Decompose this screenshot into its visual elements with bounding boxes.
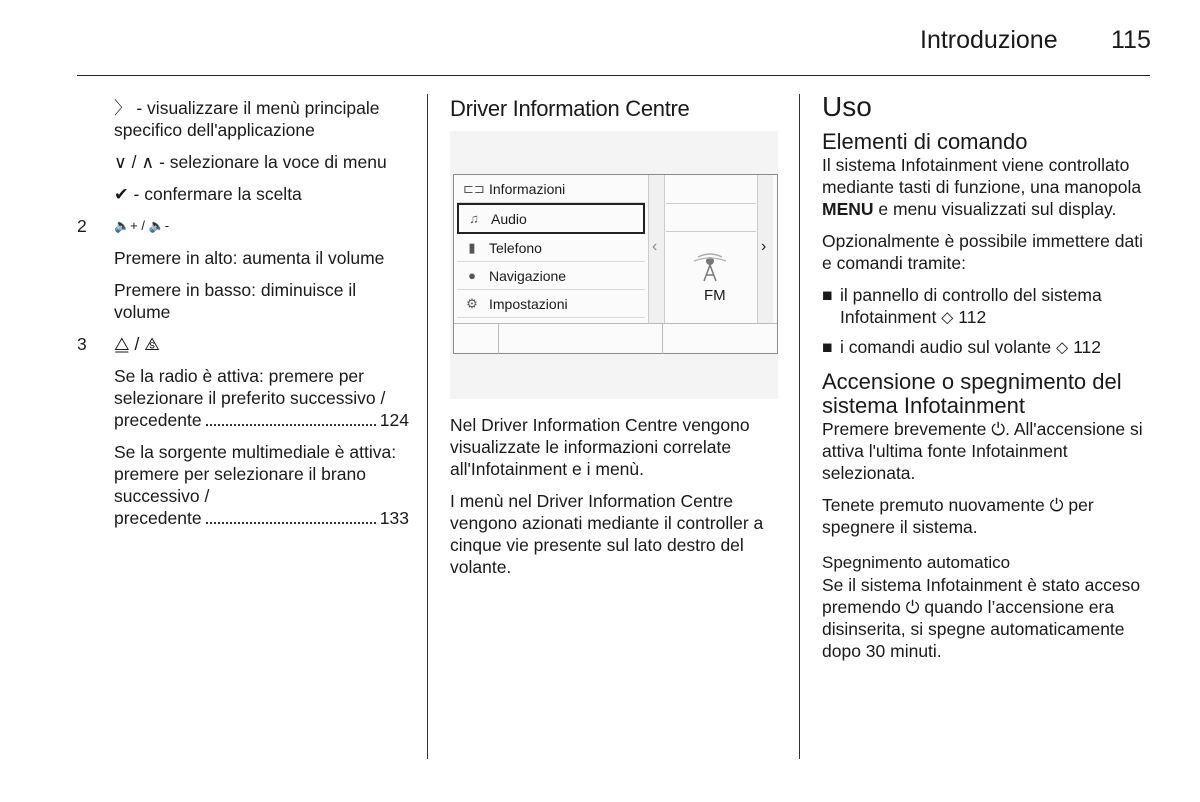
menu-item-impostazioni[interactable] — [457, 290, 645, 318]
dic-paragraph-2: I menù nel Driver Information Centre vengono azionati mediante il controller a cinque vie presente sul lato destro del volante. — [450, 491, 764, 577]
menu-keyword: MENU — [822, 199, 874, 219]
band-label: FM — [704, 287, 726, 304]
list-item-text: il pannello di controllo del sistema Infotainment ⬦ 112 — [840, 285, 1102, 327]
dic-screen-illustration — [450, 131, 778, 399]
confirm-text: ✔ - confermare la scelta — [114, 184, 302, 204]
subsection-heading: Accensione o spegnimento del sistema Infotainment — [822, 369, 1122, 418]
dic-text — [450, 414, 780, 588]
column-divider — [427, 94, 428, 759]
power-paragraph-1: Premere brevemente ⏻. All'accensione si attiva l'ultima fonte Infotainment selezionata. — [822, 419, 1143, 483]
radio-paragraph — [114, 365, 409, 431]
minor-heading: Spegnimento automatico — [822, 553, 1011, 572]
menu-item-informazioni[interactable] — [457, 175, 645, 203]
list-item — [822, 336, 1152, 358]
radio-text: Se la radio è attiva: premere per selezionare il preferito successivo / — [114, 366, 386, 408]
leader-dots — [206, 522, 376, 524]
settings-icon: ⚙ — [466, 295, 478, 311]
info-slot — [666, 175, 756, 204]
phone-icon: ▮ — [468, 239, 476, 255]
dic-paragraph-1: Nel Driver Information Centre vengono visualizzate le informazioni correlate all'Infotainment e i menù. — [450, 415, 750, 479]
item-number: 3 — [77, 334, 87, 354]
subsection-heading: Elementi di comando — [822, 129, 1028, 154]
controls-paragraph — [822, 154, 1152, 220]
skip-icons: ⧋ / ⧌ — [114, 334, 160, 354]
list-item-text: i comandi audio sul volante ⬦ 112 — [840, 337, 1101, 357]
menu-item-label: Impostazioni — [489, 295, 568, 312]
item-3 — [77, 333, 409, 355]
info-slot — [666, 205, 756, 232]
column-divider — [799, 94, 800, 759]
leader-dots — [206, 424, 376, 426]
bar-divider — [662, 324, 663, 354]
menu-item-label: Audio — [491, 210, 527, 227]
radio-antenna-icon — [690, 247, 730, 287]
volume-down-text: Premere in basso: diminuisce il volume — [114, 280, 357, 322]
bar-divider — [498, 324, 499, 354]
item-number: 2 — [77, 216, 87, 236]
music-icon: ♫ — [469, 211, 479, 226]
media-paragraph — [114, 441, 409, 529]
menu-item-label: Informazioni — [489, 180, 566, 197]
power-paragraph-2: Tenete premuto nuovamente ⏻ per spegnere il sistema. — [822, 495, 1094, 537]
bullet-square-icon: ■ — [822, 337, 833, 357]
item-2 — [77, 215, 409, 237]
menu-item-audio[interactable] — [457, 203, 645, 234]
menu-item-label: Telefono — [489, 239, 542, 256]
page-number: 115 — [1111, 26, 1151, 54]
column-left — [77, 97, 409, 529]
column-right — [822, 91, 1152, 672]
globe-icon: ● — [468, 268, 476, 283]
page-ref[interactable]: 133 — [379, 508, 409, 528]
bullet-square-icon: ■ — [822, 285, 833, 305]
dic-menu — [457, 175, 645, 318]
toc-leader — [114, 507, 409, 529]
section-title: Uso — [822, 91, 872, 122]
menu-item-telefono[interactable] — [457, 234, 645, 262]
chevron-left-icon[interactable]: ‹ — [652, 238, 658, 255]
auto-off-paragraph: Se il sistema Infotainment è stato acceso premendo ⏻ quando l’accensione era disinserita, si spegne automaticamente dopo 30 minuti. — [822, 575, 1141, 661]
menu-item-navigazione[interactable] — [457, 262, 645, 290]
dic-display — [453, 174, 778, 354]
volume-up-text: Premere in alto: aumenta il volume — [114, 248, 385, 268]
header-rule — [77, 75, 1150, 76]
media-text: Se la sorgente multimediale è attiva: premere per selezionare il brano successivo / — [114, 442, 397, 506]
menu-item-label: Navigazione — [489, 267, 567, 284]
volume-icons: 🔈+ / 🔈- — [114, 218, 170, 233]
car-icon: ⊏⊐ — [463, 180, 485, 196]
chevron-right-icon[interactable]: › — [761, 238, 767, 255]
toc-leader — [114, 409, 409, 431]
page-ref[interactable]: 124 — [379, 410, 409, 430]
text-run: Il sistema Infotainment viene controllato mediante tasti di funzione, una manopola — [822, 155, 1142, 197]
leader-label: precedente — [114, 508, 202, 528]
options-paragraph: Opzionalmente è possibile immettere dati e comandi tramite: — [822, 231, 1143, 273]
list-item — [822, 284, 1152, 328]
text-run: e menu visualizzati sul display. — [873, 199, 1117, 219]
select-menu-text: ∨ / ∧ - selezionare la voce di menu — [114, 152, 387, 172]
section-heading: Driver Information Centre — [450, 96, 690, 121]
nav-menu-text: 〉 - visualizzare il menù principale specifico dell'applicazione — [114, 98, 380, 140]
leader-label: precedente — [114, 410, 202, 430]
dic-bottom-bar — [454, 323, 777, 354]
chapter-title: Introduzione — [920, 26, 1058, 54]
